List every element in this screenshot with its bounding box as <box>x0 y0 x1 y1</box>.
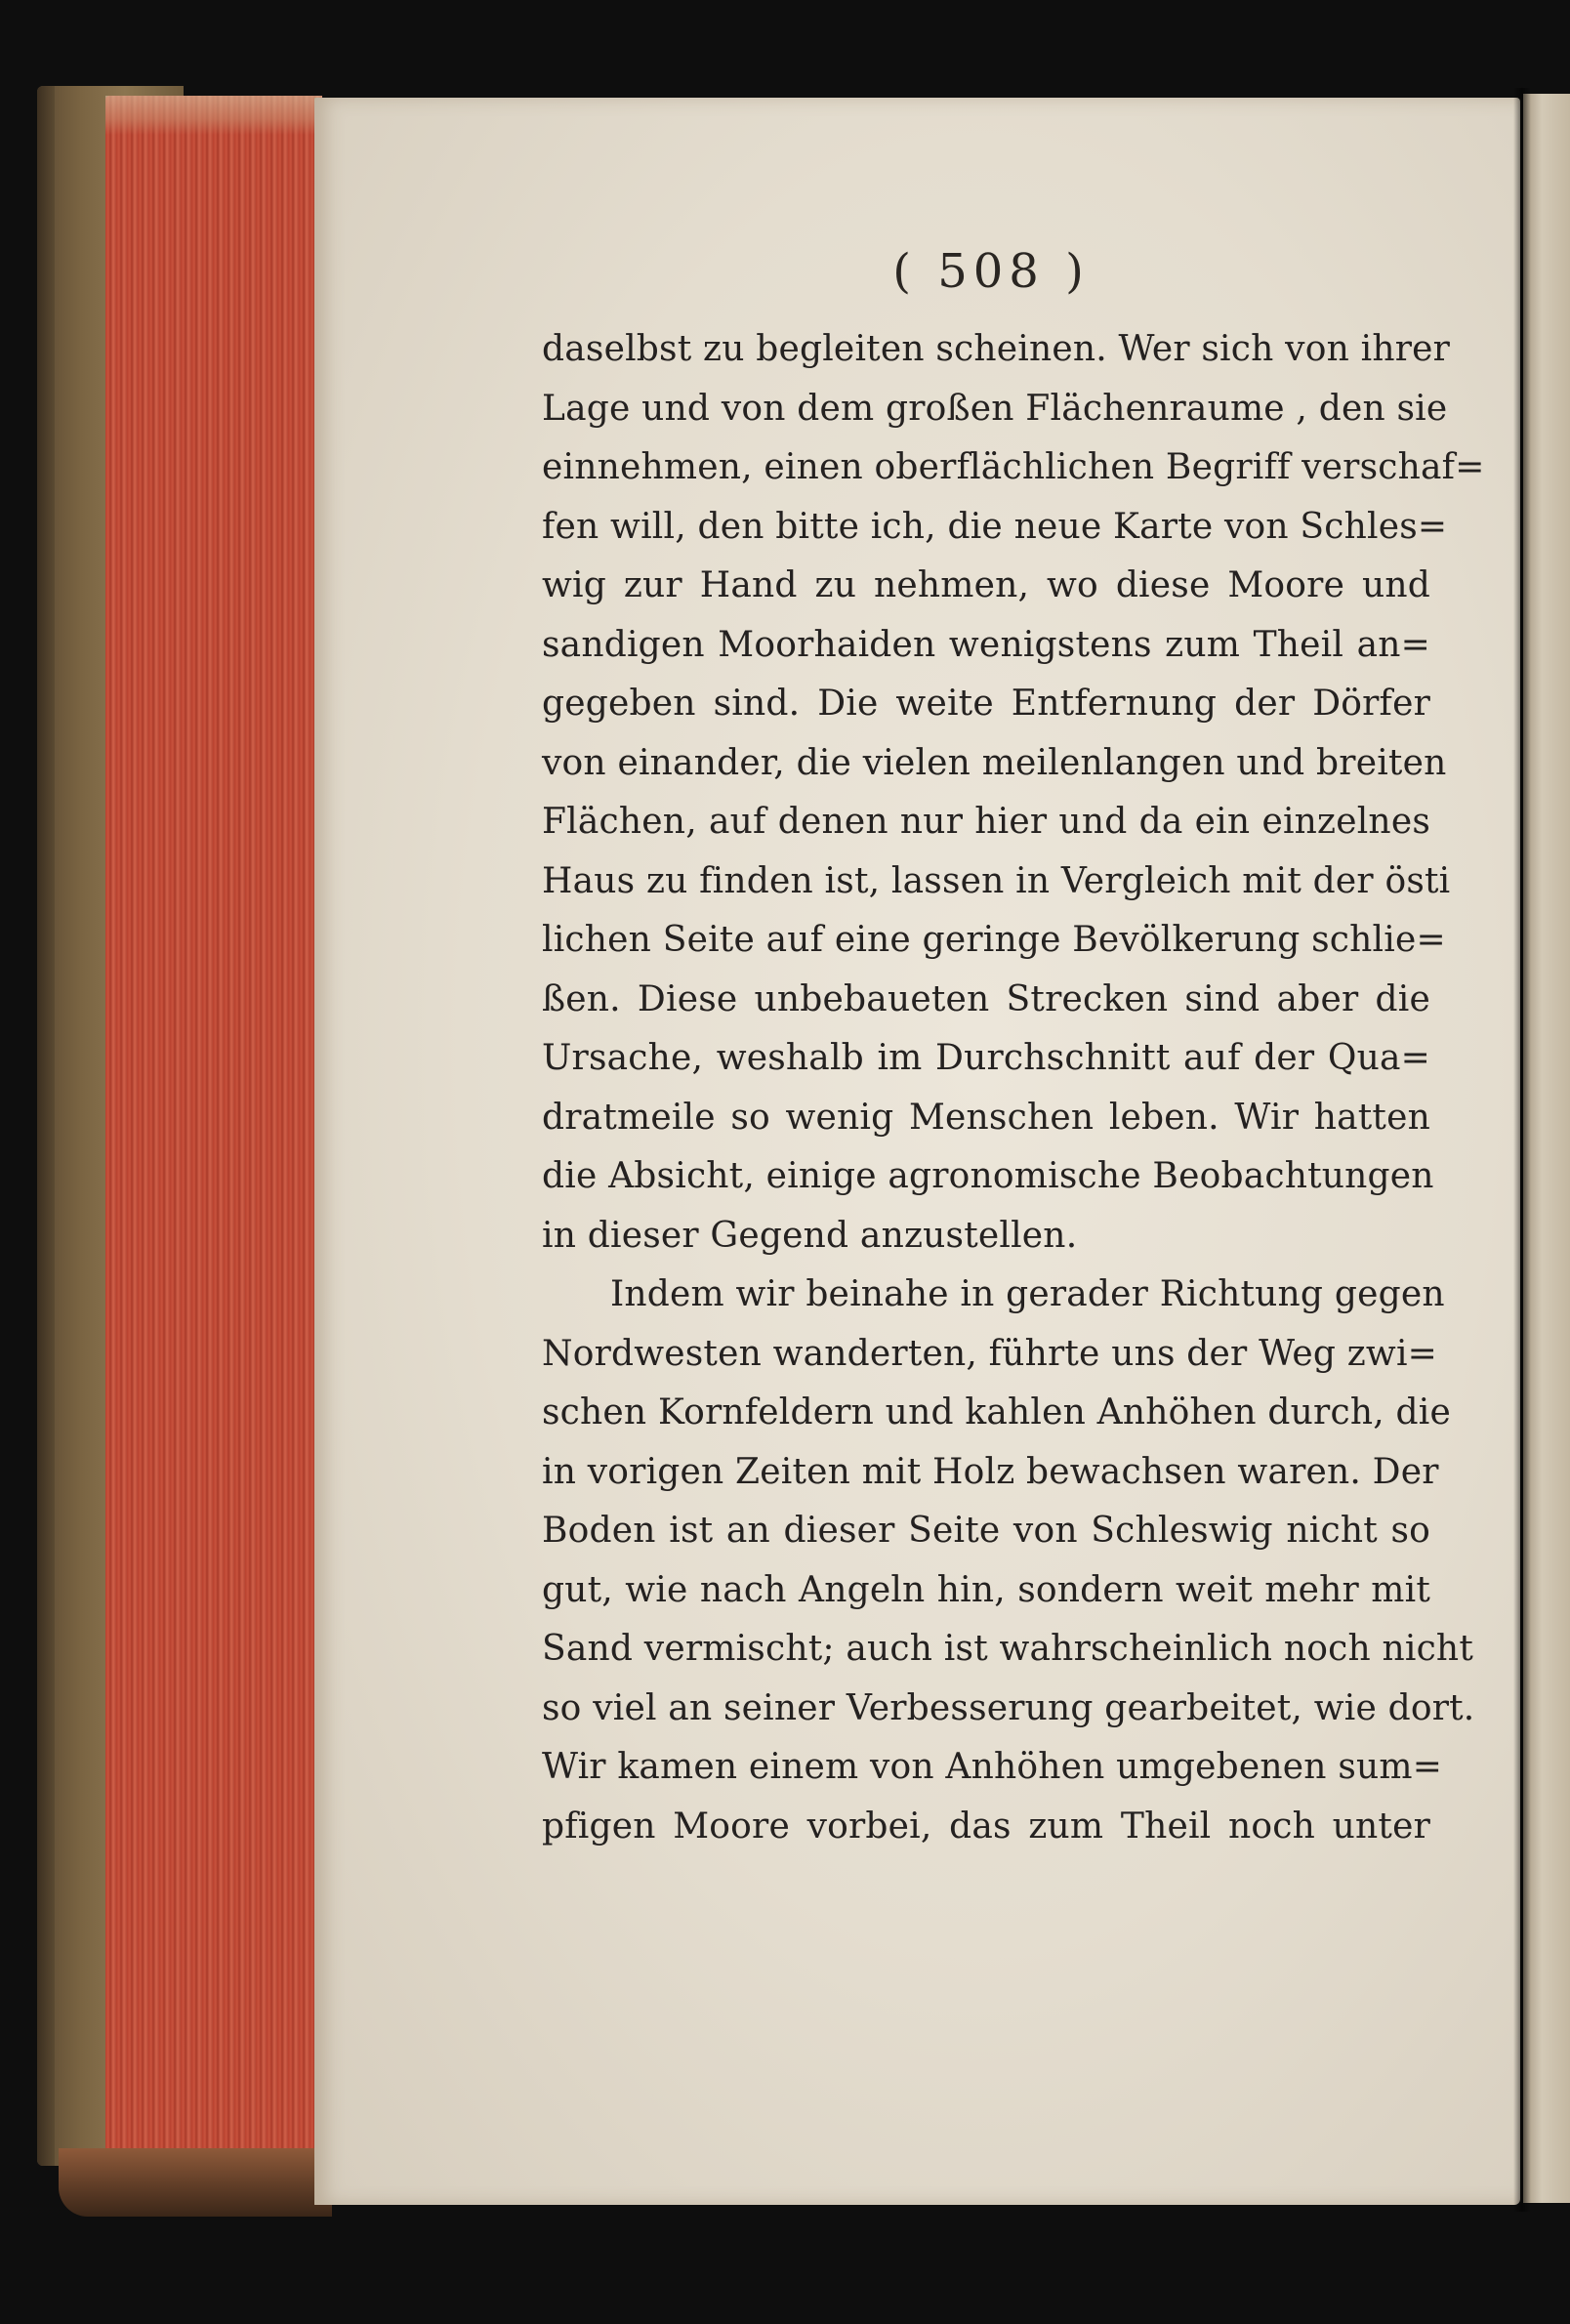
text-line: wig zur Hand zu nehmen, wo diese Moore und <box>542 565 1430 605</box>
text-line-paragraph-start: Indem wir beinahe in gerader Richtung gegen <box>610 1274 1445 1314</box>
text-line: in dieser Gegend anzustellen. <box>542 1215 1078 1256</box>
red-page-edges <box>105 96 322 2205</box>
text-line: gegeben sind. Die weite Entfernung der Dörfer <box>542 684 1430 724</box>
text-line: Ursache, weshalb im Durchschnitt auf der Qua= <box>542 1038 1430 1078</box>
text-line: einnehmen, einen oberflächlichen Begriff verschaf= <box>542 447 1485 487</box>
page-block-bottom <box>59 2148 332 2217</box>
text-line: die Absicht, einige agronomische Beobachtungen <box>542 1156 1434 1196</box>
text-line: Lage und von dem großen Flächenraume , den sie <box>542 388 1448 429</box>
text-line: Flächen, auf denen nur hier und da ein einzelnes <box>542 802 1430 842</box>
text-line: so viel an seiner Verbesserung gearbeitet, wie dort. <box>542 1687 1475 1728</box>
text-line: fen will, den bitte ich, die neue Karte von Schles= <box>542 506 1448 547</box>
page-block-top <box>105 96 322 135</box>
text-line: pfigen Moore vorbei, das zum Theil noch unter <box>542 1805 1430 1847</box>
page-number: ( 508 ) <box>892 244 1090 299</box>
text-line: Haus zu finden ist, lassen in Vergleich mit der östi <box>542 860 1451 901</box>
text-line: daselbst zu begleiten scheinen. Wer sich von ihrer <box>542 329 1451 369</box>
text-line: in vorigen Zeiten mit Holz bewachsen waren. Der <box>542 1451 1439 1492</box>
text-line: Wir kamen einem von Anhöhen umgebenen sum= <box>542 1747 1443 1787</box>
text-line: schen Kornfeldern und kahlen Anhöhen durch, die <box>542 1392 1451 1432</box>
text-line: gut, wie nach Angeln hin, sondern weit mehr mit <box>542 1569 1430 1610</box>
text-line: Nordwesten wanderten, führte uns der Weg zwi= <box>542 1333 1438 1374</box>
body-text <box>542 320 1485 1856</box>
text-line: sandigen Moorhaiden wenigstens zum Theil an= <box>542 624 1430 665</box>
text-line: ßen. Diese unbebaueten Strecken sind aber die <box>542 978 1430 1019</box>
text-line: lichen Seite auf eine geringe Bevölkerung schlie= <box>542 920 1446 960</box>
spine-shadow <box>1513 88 1531 2212</box>
text-line: von einander, die vielen meilenlangen und breiten <box>542 742 1447 783</box>
text-line: dratmeile so wenig Menschen leben. Wir hatten <box>542 1097 1430 1138</box>
text-line: Boden ist an dieser Seite von Schleswig nicht so <box>542 1511 1430 1551</box>
cover-edge <box>37 86 55 2166</box>
text-line: Sand vermischt; auch ist wahrscheinlich noch nicht <box>542 1629 1473 1669</box>
